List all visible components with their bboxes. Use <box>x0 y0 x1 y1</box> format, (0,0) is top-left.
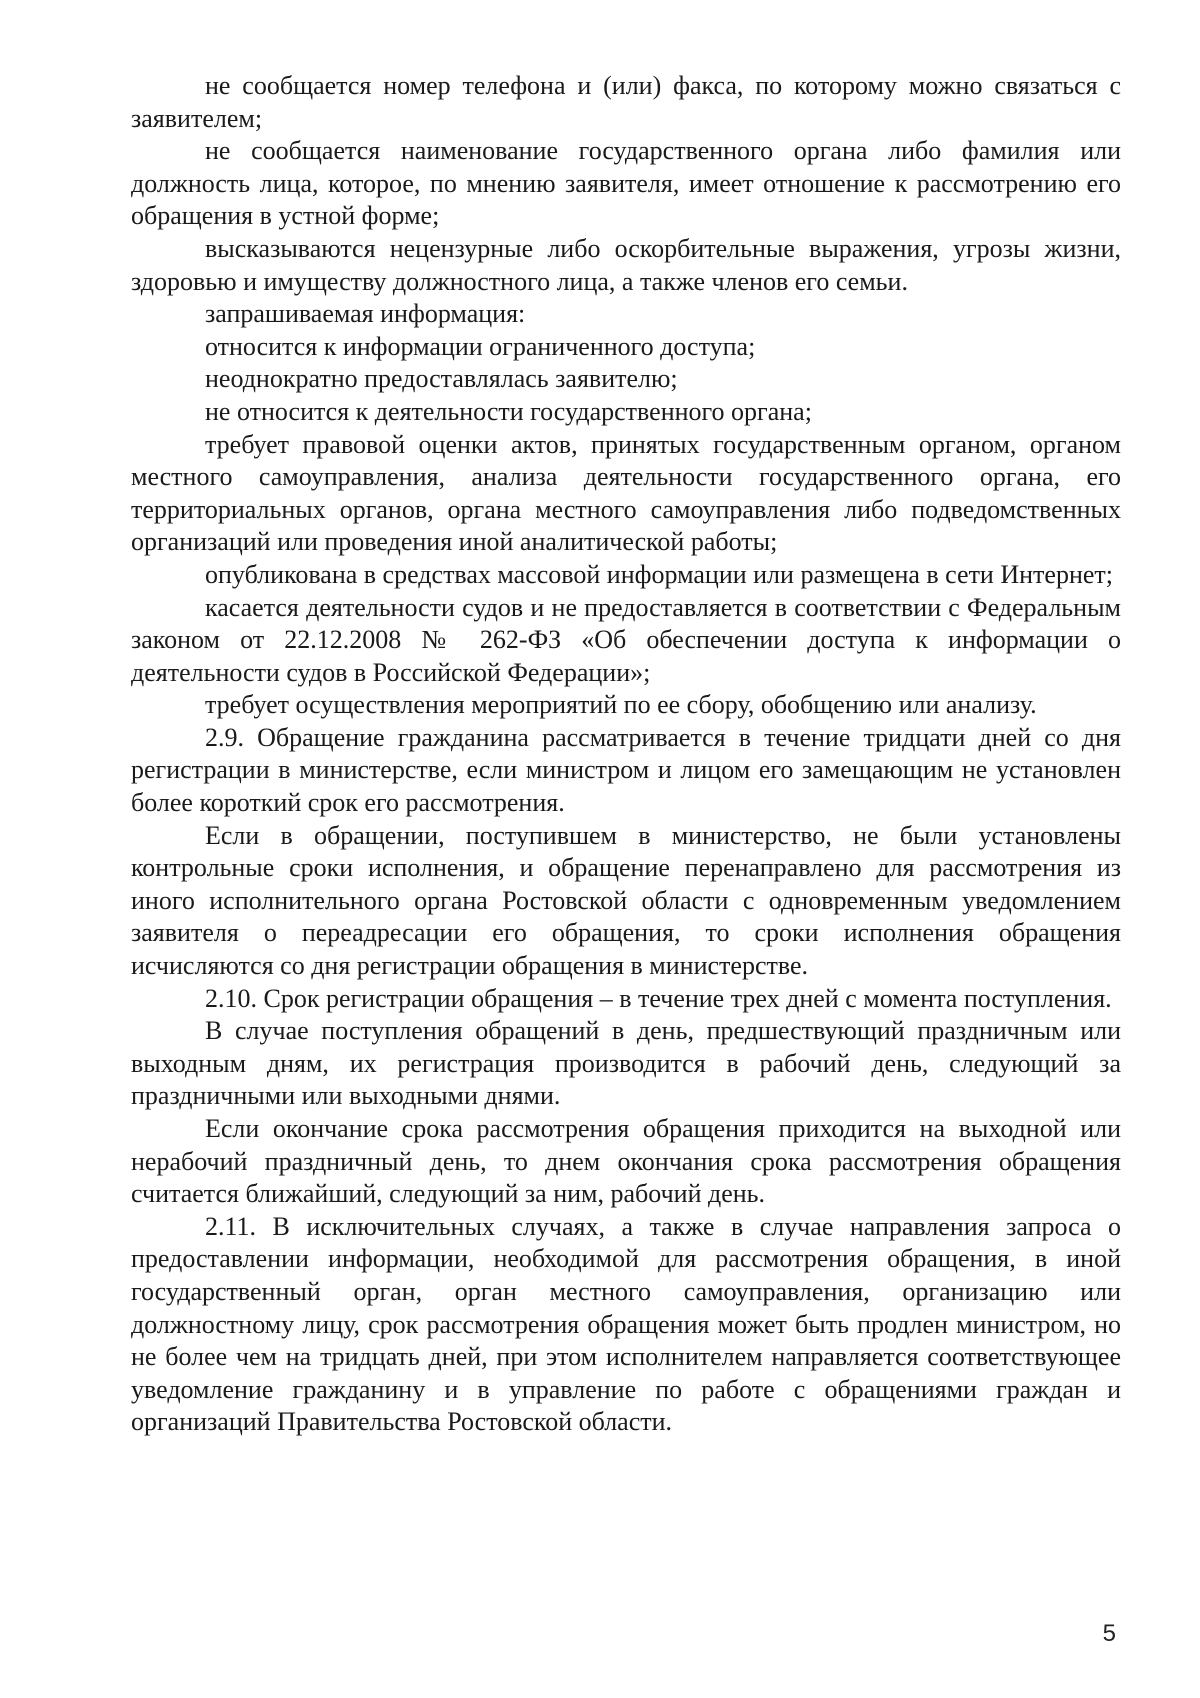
page-number: 5 <box>1102 1620 1116 1647</box>
paragraph-control-deadlines: Если в обращении, поступившем в министерство, не были установлены контрольные сроки исполнения, и обращение перенаправлено для рассмотрения из иного исполнительного органа Ростовской области с одновременным уведомлением заявителя о переадресации его обращения, то сроки исполнения обращения исчисляются со дня регистрации обращения в министерстве. <box>131 820 1121 981</box>
paragraph-no-organ-name: не сообщается наименование государственного органа либо фамилия или должность лица, которое, по мнению заявителя, имеет отношение к рассмотрению его обращения в устной форме; <box>131 136 1121 231</box>
paragraph-2-10: 2.10. Срок регистрации обращения – в течение трех дней с момента поступления. <box>205 983 1112 1013</box>
paragraph-legal-assessment: требует правовой оценки актов, принятых государственным органом, органом местного самоуправления, анализа деятельности государственного органа, его территориальных органов, органа местного самоуправления либо подведомственных организаций или проведения иной аналитической работы; <box>131 429 1121 557</box>
paragraph-collection: требует осуществления мероприятий по ее сбору, обобщению или анализу. <box>205 690 1037 720</box>
paragraph-2-11: 2.11. В исключительных случаях, а также в случае направления запроса о предоставлении информации, необходимой для рассмотрения обращения, в иной государственный орган, орган местного самоуправления, организацию или должностному лицу, срок рассмотрения обращения может быть продлен министром, но не более чем на тридцать дней, при этом исполнителем направляется соответствующее уведомление гражданину и в управление по работе с обращениями граждан и организаций Правительства Ростовской области. <box>131 1211 1121 1437</box>
paragraph-restricted-access: относится к информации ограниченного доступа; <box>205 331 756 361</box>
paragraph-no-phone: не сообщается номер телефона и (или) факса, по которому можно связаться с заявителем; <box>131 71 1121 133</box>
paragraph-not-related: не относится к деятельности государственного органа; <box>205 396 812 426</box>
paragraph-2-9: 2.9. Обращение гражданина рассматривается в течение тридцати дней со дня регистрации в министерстве, если министром и лицом его замещающим не установлен более короткий срок его рассмотрения. <box>131 722 1121 818</box>
paragraph-repeatedly-provided: неоднократно предоставлялась заявителю; <box>205 364 678 394</box>
paragraph-courts: касается деятельности судов и не предоставляется в соответствии с Федеральным законом от 22.12.2008 № 262-ФЗ «Об обеспечении доступа к информации о деятельности судов в Российской Федерации»; <box>131 592 1121 687</box>
document-page <box>131 70 1121 1439</box>
paragraph-deadline-holiday: Если окончание срока рассмотрения обращения приходится на выходной или нерабочий праздничный день, то днем окончания срока рассмотрения обращения считается ближайший, следующий за ним, рабочий день. <box>131 1114 1121 1209</box>
paragraph-holiday-registration: В случае поступления обращений в день, предшествующий праздничным или выходным дням, их регистрация производится в рабочий день, следующий за праздничными или выходными днями. <box>131 1016 1121 1111</box>
paragraph-requested-info: запрашиваемая информация: <box>205 299 526 329</box>
paragraph-obscene-expressions: высказываются нецензурные либо оскорбительные выражения, угрозы жизни, здоровью и имуществу должностного лица, а также членов его семьи. <box>131 233 1121 296</box>
paragraph-published: опубликована в средствах массовой информации или размещена в сети Интернет; <box>205 559 1113 589</box>
